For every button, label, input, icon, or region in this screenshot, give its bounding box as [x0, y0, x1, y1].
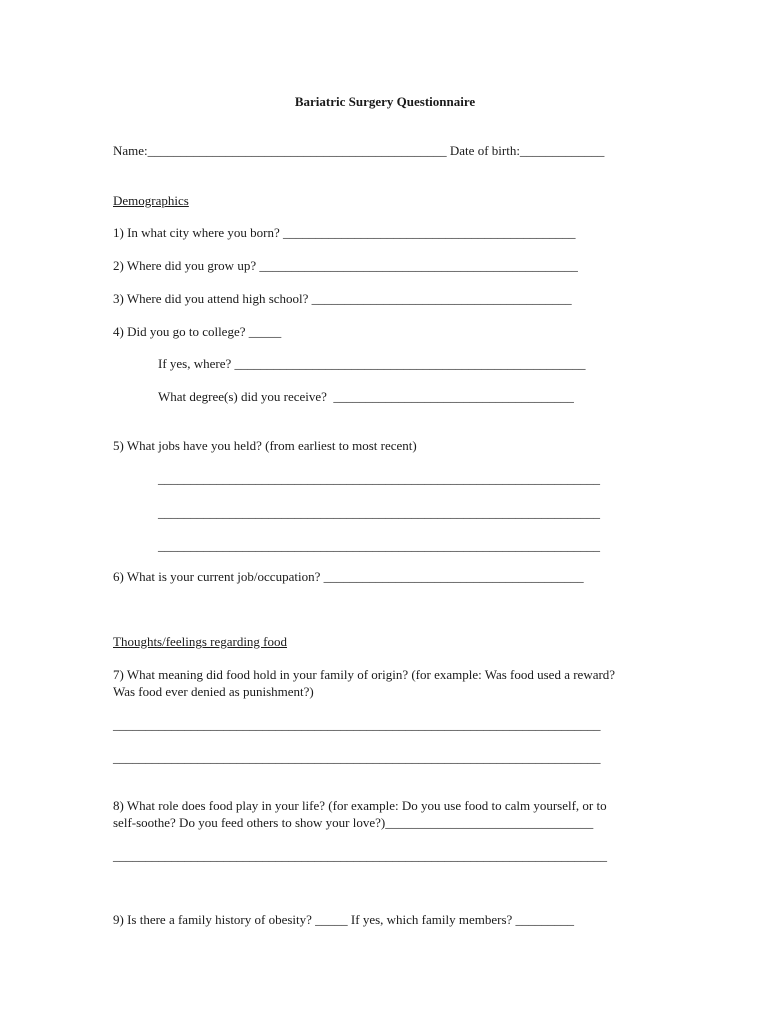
- answer-line: ___________________________________________________________________________: [113, 750, 601, 765]
- page-title: Bariatric Surgery Questionnaire: [294, 94, 476, 109]
- question-7-line-1: 7) What meaning did food hold in your family of origin? (for example: Was food used a reward?: [113, 667, 616, 682]
- answer-line: ___________________________________________________________________________: [113, 717, 601, 732]
- question-4: 4) Did you go to college? _____: [113, 324, 282, 339]
- question-5: 5) What jobs have you held? (from earliest to most recent): [113, 438, 417, 453]
- question-1: 1) In what city where you born? _____________________________________________: [113, 225, 576, 240]
- question-6: 6) What is your current job/occupation? ________________________________________: [113, 569, 584, 584]
- question-4-where: If yes, where? ______________________________________________________: [158, 356, 586, 371]
- answer-line: ____________________________________________________________________: [158, 538, 600, 553]
- section-heading-demographics: Demographics: [113, 193, 189, 208]
- question-4-degree: What degree(s) did you receive? _____________________________________: [158, 389, 574, 404]
- question-7-line-2: Was food ever denied as punishment?): [113, 684, 314, 699]
- question-9: 9) Is there a family history of obesity? _____ If yes, which family members? _________: [113, 912, 575, 927]
- answer-line: ____________________________________________________________________: [158, 471, 600, 486]
- answer-line: ____________________________________________________________________: [158, 505, 600, 520]
- name-dob-line: Name:______________________________________________ Date of birth:_____________: [113, 143, 605, 158]
- answer-line: ____________________________________________________________________________: [113, 848, 607, 863]
- section-heading-food: Thoughts/feelings regarding food: [113, 634, 288, 649]
- question-3: 3) Where did you attend high school? ________________________________________: [113, 291, 572, 306]
- question-2: 2) Where did you grow up? _________________________________________________: [113, 258, 578, 273]
- question-8-line-2: self-soothe? Do you feed others to show your love?)________________________________: [113, 815, 594, 830]
- question-8-line-1: 8) What role does food play in your life? (for example: Do you use food to calm yourself, or to: [113, 798, 607, 813]
